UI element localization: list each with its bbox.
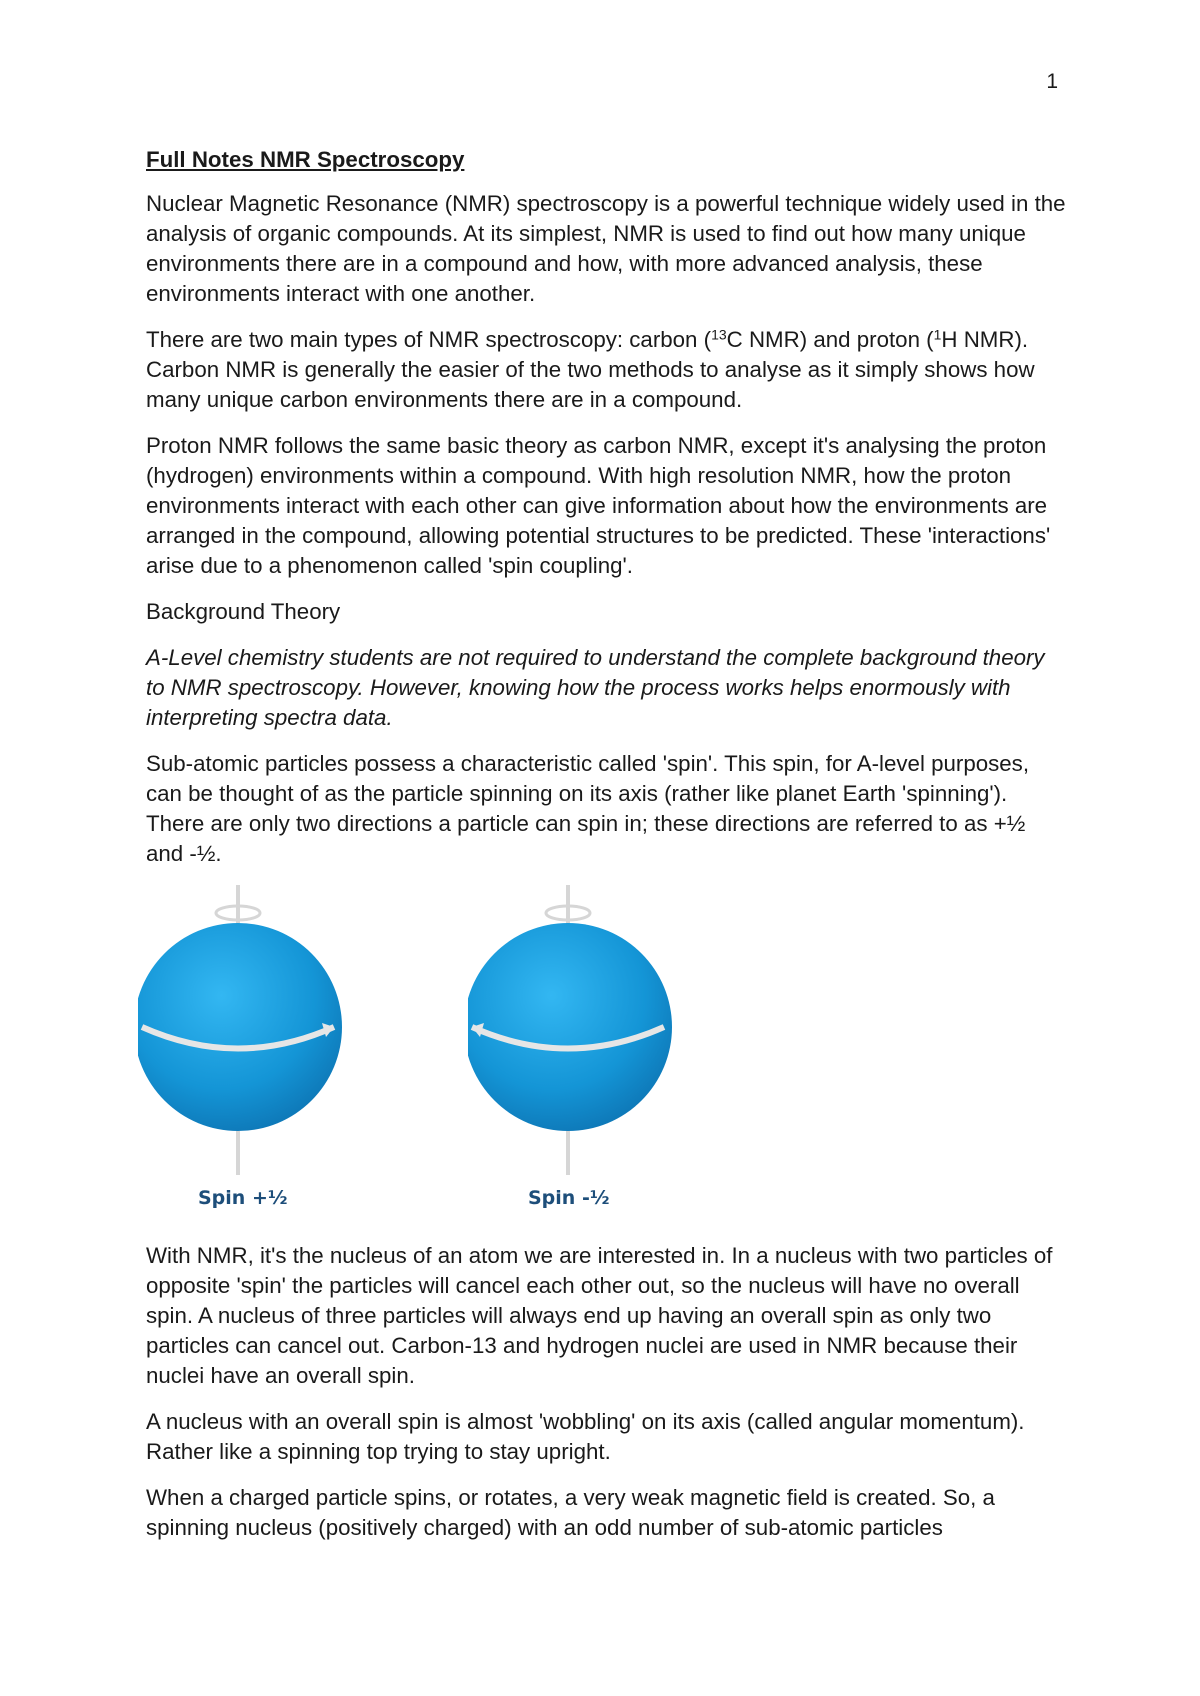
sphere-minus-icon xyxy=(468,885,698,1185)
nmr-types-text-1: There are two main types of NMR spectroscopy: carbon ( xyxy=(146,327,712,352)
spin-paragraph: Sub-atomic particles possess a characteristic called 'spin'. This spin, for A-level purposes, can be thought of as the particle spinning on its axis (rather like planet Earth 'spinning'). There are only two directions a particle can spin in; these directions are referred to as +½ and -½. xyxy=(146,751,1030,866)
intro-paragraph: Nuclear Magnetic Resonance (NMR) spectroscopy is a powerful technique widely used in the analysis of organic compounds. At its simplest, NMR is used to find out how many unique environments there are in a compound and how, with more advanced analysis, these environments interact with one another. xyxy=(146,191,1066,306)
spin-figure xyxy=(146,885,1066,1233)
nmr-types-text-3: H NMR). Carbon NMR is generally the easier of the two methods to analyse as it simply shows how many unique carbon environments there are in a compound. xyxy=(146,327,1035,412)
spin-minus-half-diagram xyxy=(468,885,698,1233)
background-theory-heading: Background Theory xyxy=(146,599,341,624)
spin-minus-label: Spin -½ xyxy=(528,1187,610,1209)
nmr-types-text-2: C NMR) and proton ( xyxy=(726,327,934,352)
superscript-1: 1 xyxy=(933,326,942,343)
document-body xyxy=(146,145,1066,1559)
nmr-types-paragraph xyxy=(146,325,1066,415)
superscript-13: 13 xyxy=(711,326,727,343)
angular-momentum-paragraph: A nucleus with an overall spin is almost 'wobbling' on its axis (called angular momentum). Rather like a spinning top trying to stay upright. xyxy=(146,1409,1025,1464)
page-number: 1 xyxy=(1046,70,1058,93)
a-level-note-paragraph: A-Level chemistry students are not required to understand the complete background theory to NMR spectroscopy. However, knowing how the process works helps enormously with interpreting spectra data. xyxy=(146,645,1045,730)
sphere-plus-icon xyxy=(138,885,368,1185)
magnetic-field-paragraph: When a charged particle spins, or rotates, a very weak magnetic field is created. So, a spinning nucleus (positively charged) with an odd number of sub-atomic particles xyxy=(146,1485,995,1540)
spin-plus-label: Spin +½ xyxy=(198,1187,288,1209)
spin-plus-half-diagram xyxy=(138,885,368,1233)
nucleus-spin-paragraph: With NMR, it's the nucleus of an atom we are interested in. In a nucleus with two particles of opposite 'spin' the particles will cancel each other out, so the nucleus will have no overall spin. A nucleus of three particles will always end up having an overall spin as only two particles can cancel out. Carbon-13 and hydrogen nuclei are used in NMR because their nuclei have an overall spin. xyxy=(146,1243,1053,1388)
proton-nmr-paragraph: Proton NMR follows the same basic theory as carbon NMR, except it's analysing the proton (hydrogen) environments within a compound. With high resolution NMR, how the proton environments interact with each other can give information about how the environments are arranged in the compound, allowing potential structures to be predicted. These 'interactions' arise due to a phenomenon called 'spin coupling'. xyxy=(146,433,1051,578)
document-title: Full Notes NMR Spectroscopy xyxy=(146,147,465,172)
